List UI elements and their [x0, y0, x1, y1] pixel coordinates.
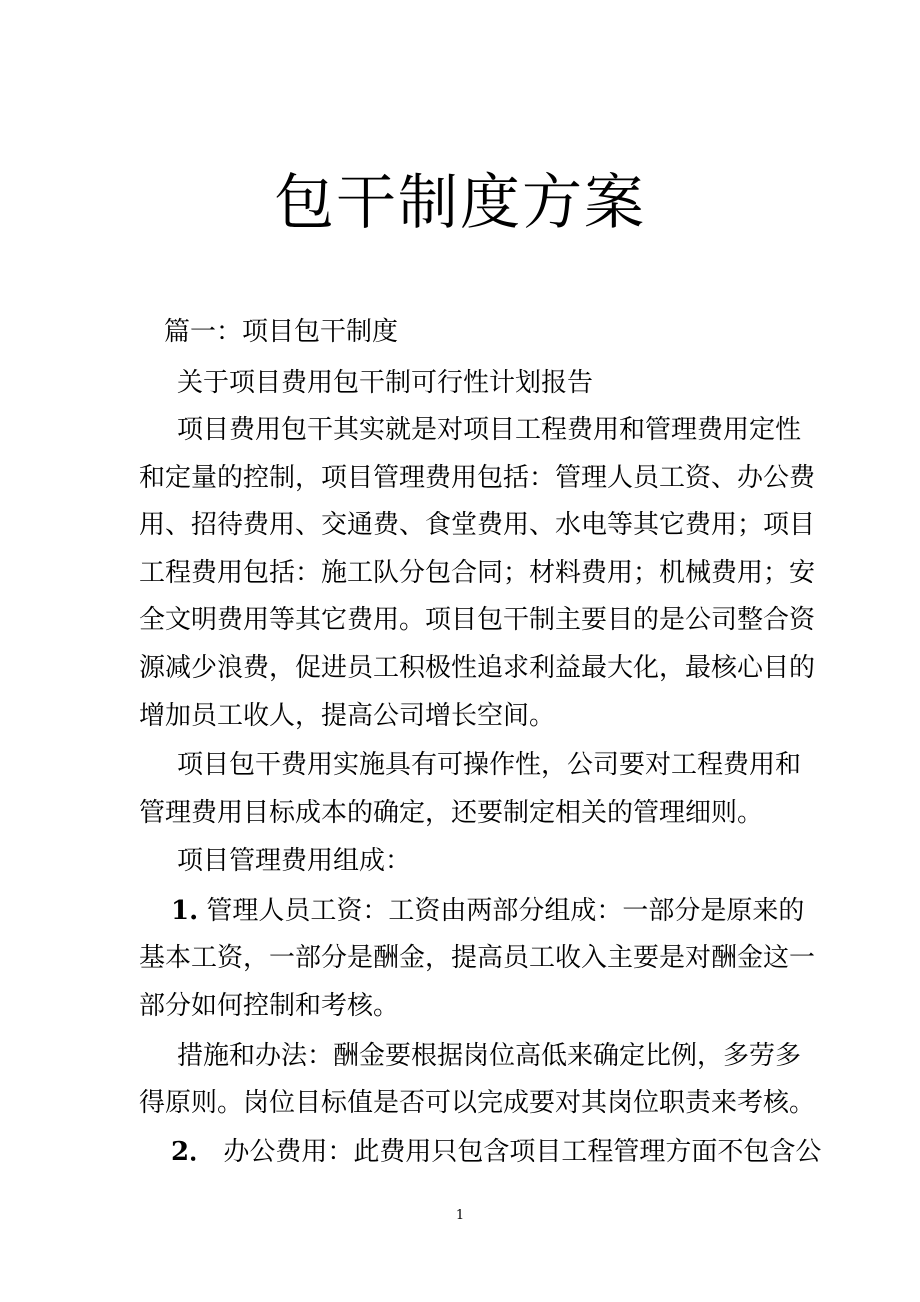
paragraph-line: 工程费用包括：施工队分包合同；材料费用；机械费用；安	[139, 558, 816, 588]
paragraph-line: 和定量的控制，项目管理费用包括：管理人员工资、办公费	[139, 463, 816, 493]
list-number: 2．	[171, 1137, 216, 1167]
paragraph-line: 措施和办法：酬金要根据岗位高低来确定比例，多劳多	[177, 1041, 802, 1071]
list-item-1	[171, 895, 804, 927]
paragraph-line: 增加员工收人，提高公司增长空间。	[139, 701, 556, 731]
list-item-text: 管理人员工资：工资由两部分组成：一部分是原来的	[206, 896, 805, 926]
paragraph-line: 用、招待费用、交通费、食堂费用、水电等其它费用；项目	[139, 510, 816, 540]
paragraph-line: 源减少浪费，促进员工积极性追求利益最大化，最核心目的	[139, 653, 816, 683]
paragraph-line: 项目包干费用实施具有可操作性，公司要对工程费用和	[177, 750, 802, 780]
paragraph-line: 项目费用包干其实就是对项目工程费用和管理费用定性	[177, 415, 802, 445]
paragraph-line: 全文明费用等其它费用。项目包干制主要目的是公司整合资	[139, 605, 816, 635]
section-heading: 篇一：项目包干制度	[164, 317, 399, 347]
list-item-text: 办公费用：此费用只包含项目工程管理方面不包含公	[223, 1137, 822, 1167]
list-number: 1.	[171, 896, 199, 926]
document-title: 包干制度方案	[274, 168, 646, 238]
paragraph-line: 基本工资，一部分是酬金，提高员工收入主要是对酬金这一	[139, 943, 816, 973]
paragraph-line: 管理费用目标成本的确定，还要制定相关的管理细则。	[139, 798, 764, 828]
subsection-heading: 项目管理费用组成：	[177, 846, 412, 876]
paragraph-line: 得原则。岗位目标值是否可以完成要对其岗位职责来考核。	[139, 1088, 816, 1118]
list-item-2	[171, 1136, 821, 1168]
paragraph-line: 部分如何控制和考核。	[139, 991, 400, 1021]
report-title: 关于项目费用包干制可行性计划报告	[177, 368, 594, 398]
page-number: 1	[455, 1208, 465, 1223]
